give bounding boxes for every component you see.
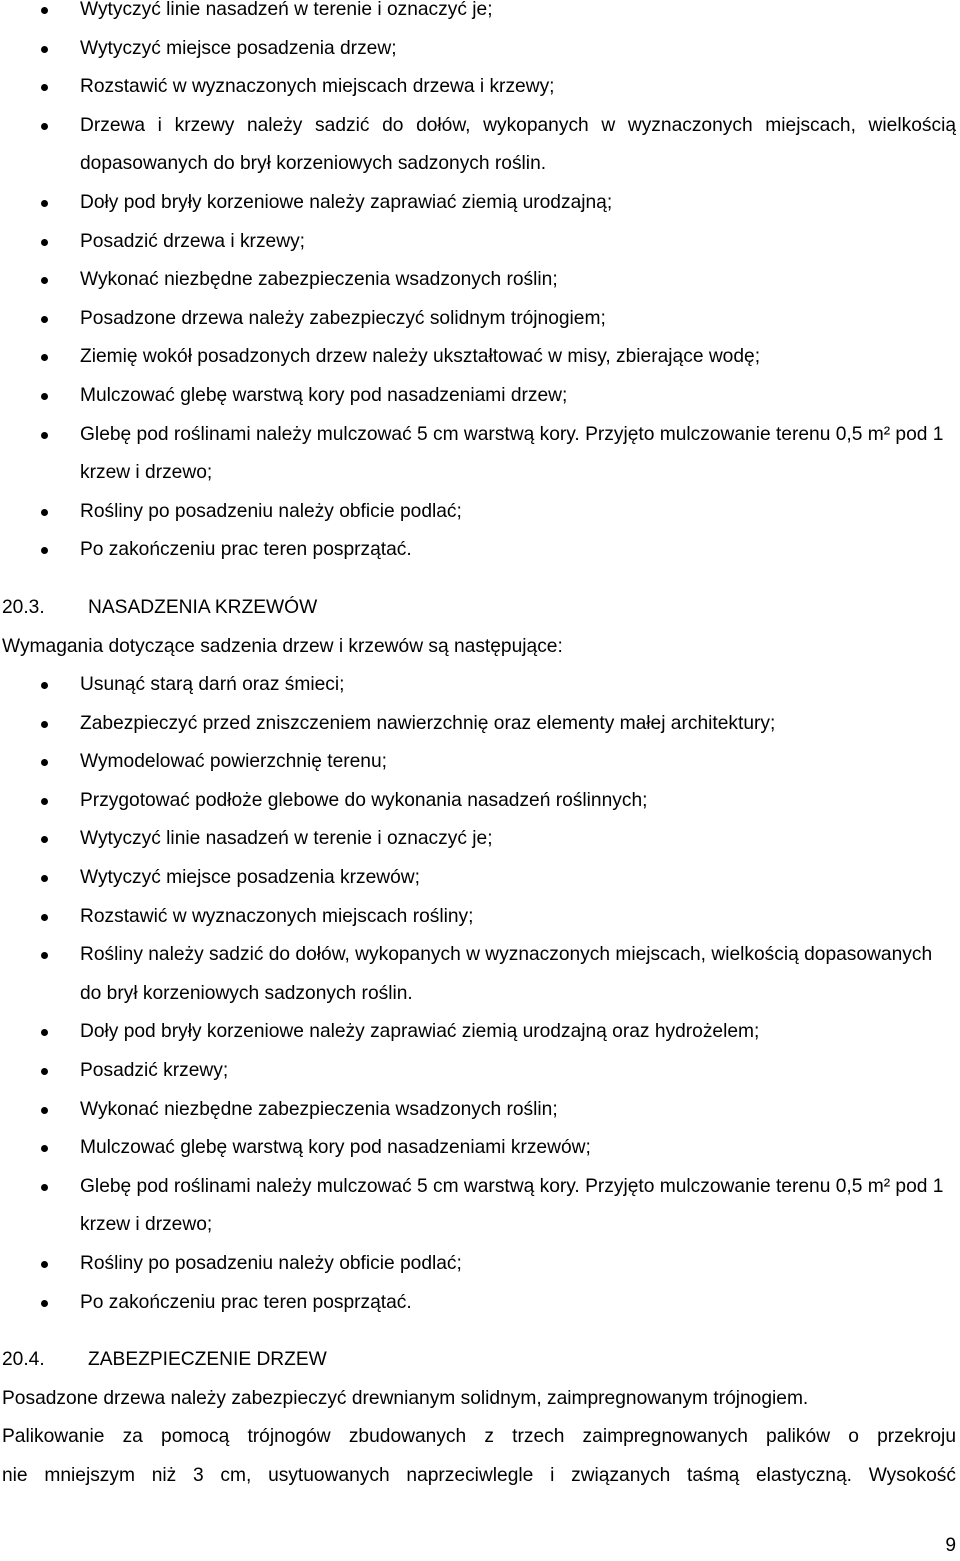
section-intro: Wymagania dotyczące sadzenia drzew i krzewów są następujące: (2, 635, 563, 657)
list-item: Wytyczyć miejsce posadzenia krzewów; (0, 859, 960, 898)
list-item: Wykonać niezbędne zabezpieczenia wsadzonych roślin; (0, 261, 960, 300)
list-item: Posadzić drzewa i krzewy; (0, 223, 960, 262)
list-item: Wytyczyć linie nasadzeń w terenie i oznaczyć je; (0, 0, 960, 30)
shrub-planting-steps-list (0, 666, 960, 1322)
paragraph-line: Palikowanie za pomocą trójnogów zbudowanych z trzech zaimpregnowanych palików o przekroju (2, 1426, 956, 1448)
list-item: Mulczować glebę warstwą kory pod nasadzeniami drzew; (0, 377, 960, 416)
section-title: NASADZENIA KRZEWÓW (88, 596, 318, 618)
list-item: Posadzone drzewa należy zabezpieczyć solidnym trójnogiem; (0, 300, 960, 339)
list-item: Rośliny po posadzeniu należy obficie podlać; (0, 493, 960, 532)
list-item: Doły pod bryły korzeniowe należy zaprawiać ziemią urodzajną; (0, 184, 960, 223)
paragraph: Posadzone drzewa należy zabezpieczyć drewnianym solidnym, zaimpregnowanym trójnogiem. (2, 1387, 809, 1409)
list-item: Zabezpieczyć przed zniszczeniem nawierzchnię oraz elementy małej architektury; (0, 705, 960, 744)
list-item: Ziemię wokół posadzonych drzew należy ukształtować w misy, zbierające wodę; (0, 338, 960, 377)
list-item: Usunąć starą darń oraz śmieci; (0, 666, 960, 705)
list-item: Posadzić krzewy; (0, 1052, 960, 1091)
list-item: Przygotować podłoże glebowe do wykonania nasadzeń roślinnych; (0, 782, 960, 821)
list-item: Drzewa i krzewy należy sadzić do dołów, wykopanych w wyznaczonych miejscach, wielkością dopasowanych do brył korzeniowych sadzonych roślin. (0, 107, 960, 184)
list-item: Wytyczyć miejsce posadzenia drzew; (0, 30, 960, 69)
section-number: 20.3. (2, 596, 45, 618)
planting-steps-list (0, 0, 960, 570)
list-item: Doły pod bryły korzeniowe należy zaprawiać ziemią urodzajną oraz hydrożelem; (0, 1013, 960, 1052)
section-heading-shrubs (0, 589, 960, 628)
list-item: Po zakończeniu prac teren posprzątać. (0, 1284, 960, 1323)
paragraph-line: nie mniejszym niż 3 cm, usytuowanych naprzeciwlegle i związanych taśmą elastyczną. Wysokość (2, 1464, 956, 1486)
list-item: Glebę pod roślinami należy mulczować 5 cm warstwą kory. Przyjęto mulczowanie terenu 0,5 m² pod 1 krzew i drzewo; (0, 1168, 960, 1245)
list-item: Glebę pod roślinami należy mulczować 5 cm warstwą kory. Przyjęto mulczowanie terenu 0,5 m² pod 1 krzew i drzewo; (0, 416, 960, 493)
list-item: Wytyczyć linie nasadzeń w terenie i oznaczyć je; (0, 820, 960, 859)
list-item: Rośliny należy sadzić do dołów, wykopanych w wyznaczonych miejscach, wielkością dopasowanych do brył korzeniowych sadzonych roślin. (0, 936, 960, 1013)
page-number: 9 (945, 1535, 956, 1556)
list-item: Rozstawić w wyznaczonych miejscach drzewa i krzewy; (0, 68, 960, 107)
list-item: Wykonać niezbędne zabezpieczenia wsadzonych roślin; (0, 1091, 960, 1130)
section-heading-tree-protection (0, 1341, 960, 1380)
section-number: 20.4. (2, 1349, 45, 1371)
section-title: ZABEZPIECZENIE DRZEW (88, 1349, 327, 1371)
list-item: Mulczować glebę warstwą kory pod nasadzeniami krzewów; (0, 1129, 960, 1168)
list-item: Wymodelować powierzchnię terenu; (0, 743, 960, 782)
list-item: Rozstawić w wyznaczonych miejscach rośliny; (0, 898, 960, 937)
list-item: Rośliny po posadzeniu należy obficie podlać; (0, 1245, 960, 1284)
list-item: Po zakończeniu prac teren posprzątać. (0, 531, 960, 570)
